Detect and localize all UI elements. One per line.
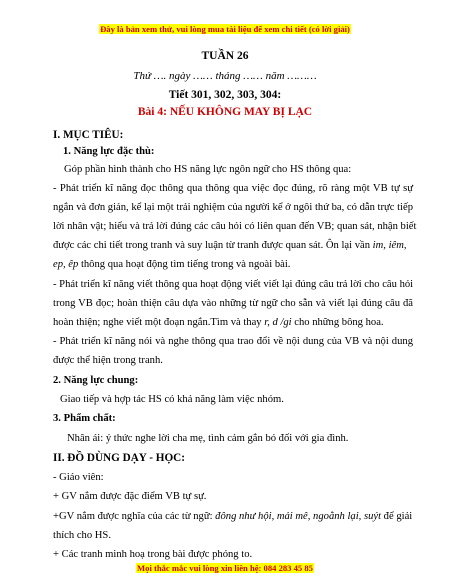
paragraph-reading-line: ngắn và đơn giản, kể lại một trải nghiệm của người kể ở ngôi thứ ba, có dẫn trực tiếp bbox=[53, 202, 413, 213]
contact-banner-text: Mọi thắc mắc vui lòng xin liên hệ: 084 283 45 85 bbox=[137, 563, 313, 573]
date-line: Thứ …. ngày …… tháng …… năm ……… bbox=[133, 70, 317, 82]
text-run: +GV nắm được nghĩa của các từ ngữ: bbox=[53, 511, 216, 522]
contact-banner bbox=[0, 563, 450, 573]
preview-banner-text: Đây là bản xem thử, vui lòng mua tài liệu để xem chi tiết (có lời giải) bbox=[100, 24, 350, 34]
letters-italic: r, d /gi bbox=[264, 317, 292, 328]
paragraph-speaking-line: được thể hiện trong tranh. bbox=[53, 355, 163, 366]
competence-intro: Góp phần hình thành cho HS năng lực ngôn ngữ cho HS thông qua: bbox=[64, 164, 352, 175]
paragraph-writing-line: - Phát triển kĩ năng viết thông qua hoạt động viết viết lại đúng câu trả lời cho câu hỏi bbox=[53, 279, 414, 290]
paragraph-writing-line bbox=[53, 316, 413, 330]
paragraph-speaking-line: - Phát triển kĩ năng nói và nghe thông qua trao đổi về nội dung của VB và nội dung bbox=[53, 336, 413, 347]
text-run: được các chi tiết trong tranh và suy luận từ tranh được quan sát. Ôn lại vần bbox=[53, 240, 373, 251]
subheading-general-competence: 2. Năng lực chung: bbox=[53, 375, 139, 386]
week-heading: TUẦN 26 bbox=[201, 50, 249, 62]
rhyme-words: im, iêm, bbox=[372, 240, 407, 251]
rhyme-words: ep, êp bbox=[53, 259, 79, 270]
section-heading-objectives: I. MỤC TIÊU: bbox=[53, 129, 124, 141]
text-run: cho những bông hoa. bbox=[291, 317, 384, 328]
subheading-qualities: 3. Phẩm chất: bbox=[53, 413, 116, 424]
text-run: hoàn thiện; nghe viết một đoạn ngắn.Tìm và thay bbox=[53, 317, 265, 328]
section-heading-materials: II. ĐỒ DÙNG DẠY - HỌC: bbox=[53, 452, 185, 464]
materials-item: + GV nắm được đặc điểm VB tự sự. bbox=[53, 491, 207, 502]
subheading-specific-competence: 1. Năng lực đặc thù: bbox=[63, 146, 155, 157]
paragraph-reading-line: lời nhân vật; hiểu và trả lời đúng các câu hỏi có liên quan đến VB; quan sát, nhận biết bbox=[53, 221, 417, 232]
lesson-title: Bài 4: NẾU KHÔNG MAY BỊ LẠC bbox=[137, 106, 313, 118]
materials-item: thích cho HS. bbox=[53, 530, 111, 541]
preview-banner bbox=[0, 24, 450, 34]
paragraph-reading-line bbox=[53, 239, 413, 253]
vocabulary-words: đông như hội, mải mê, ngoằnh lại, suýt bbox=[215, 511, 382, 522]
text-run: thông qua hoạt động tìm tiếng trong và ngoài bài. bbox=[78, 259, 291, 270]
general-competence-text: Giao tiếp và hợp tác HS có khả năng làm việc nhóm. bbox=[60, 394, 284, 405]
materials-teacher: - Giáo viên: bbox=[53, 472, 104, 483]
lesson-numbers: Tiết 301, 302, 303, 304: bbox=[168, 89, 282, 101]
paragraph-writing-line: trong VB đọc; hoàn thiện câu dựa vào những từ ngữ cho sẵn và viết lại đúng câu đã bbox=[53, 298, 413, 309]
paragraph-reading-line: - Phát triển kĩ năng đọc thông qua thông qua việc đọc đúng, rõ ràng một VB tự sự bbox=[53, 183, 413, 194]
qualities-text: Nhân ái: ý thức nghe lời cha mẹ, tình cảm gắn bó đối với gia đình. bbox=[67, 433, 349, 444]
materials-item bbox=[53, 510, 413, 524]
materials-item: + Các tranh minh hoạ trong bài được phóng to. bbox=[53, 549, 253, 560]
paragraph-reading-line bbox=[53, 258, 413, 272]
text-run: để giải bbox=[381, 511, 413, 522]
